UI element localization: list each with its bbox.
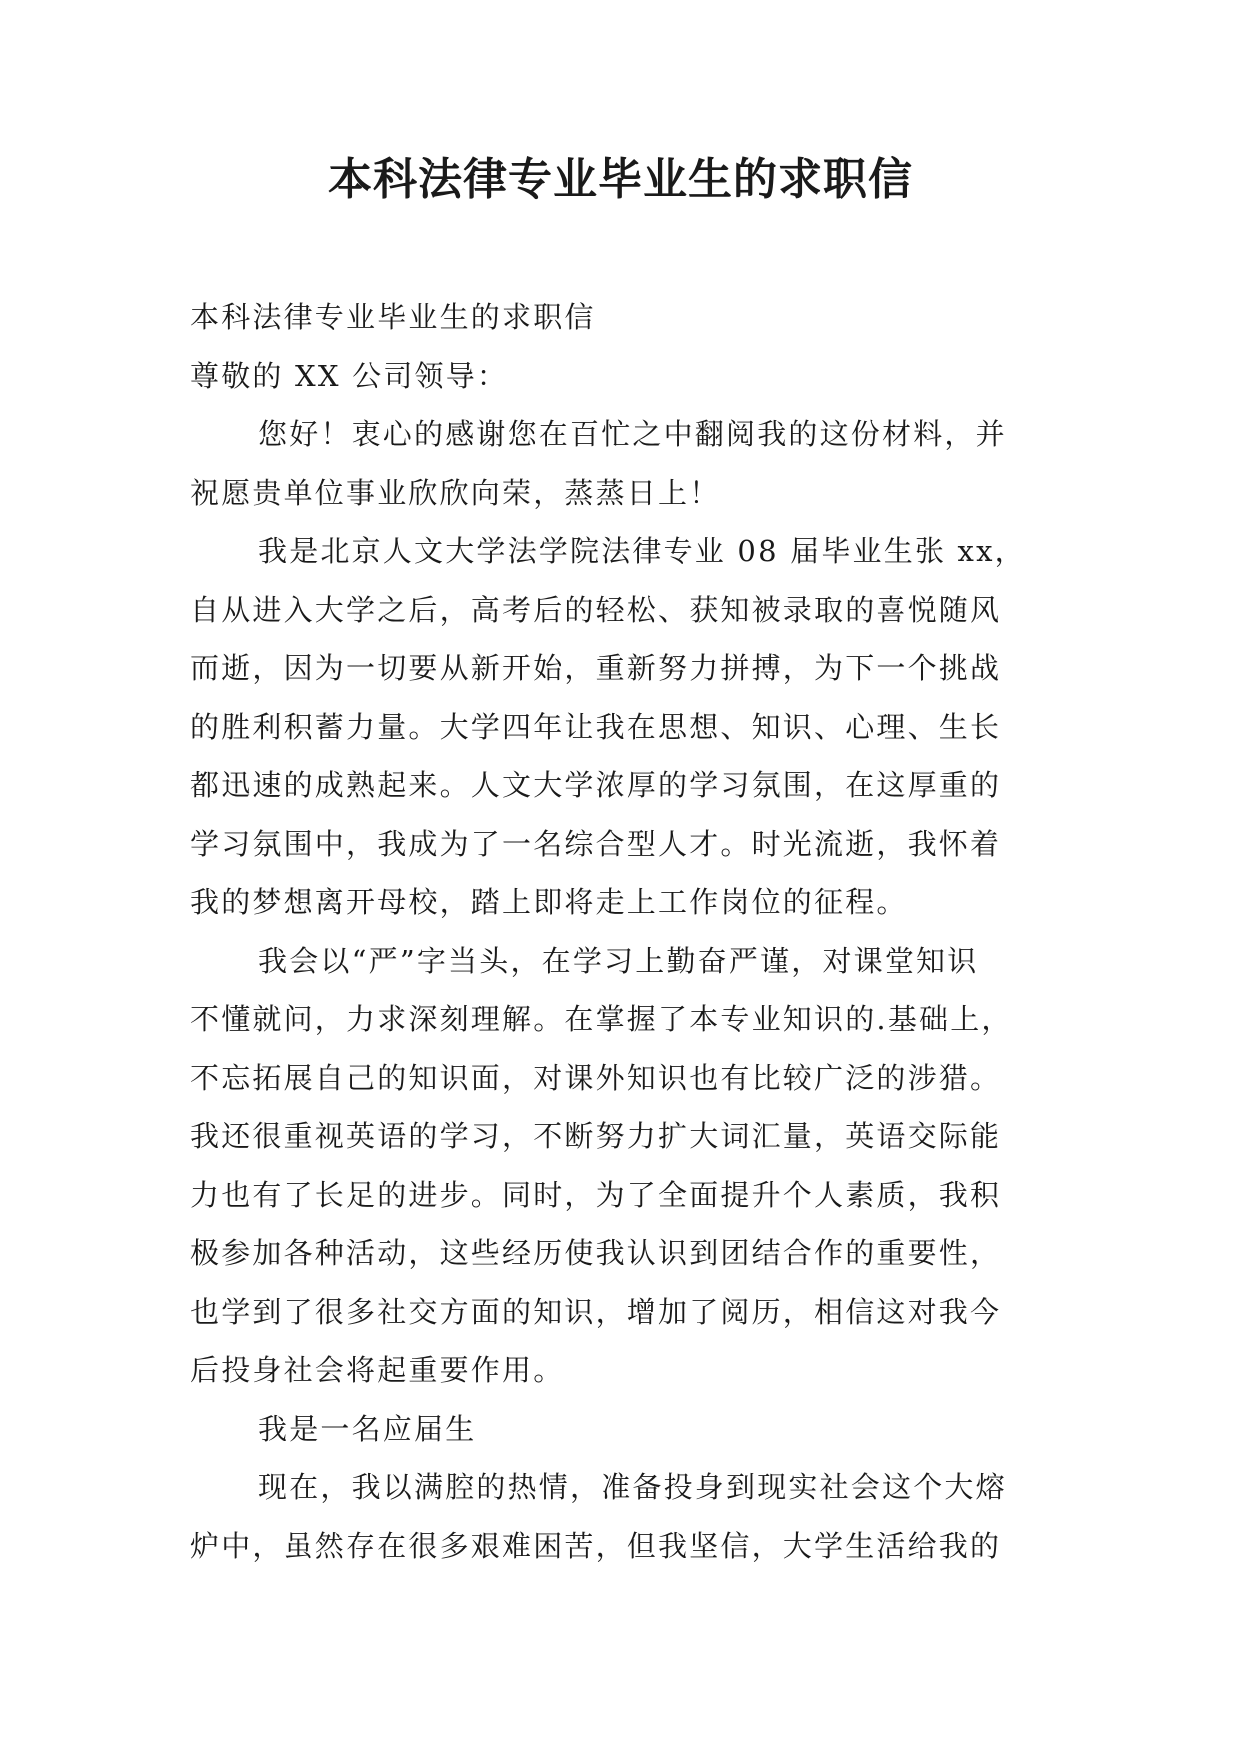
letter-line: 本科法律专业毕业生的求职信: [190, 300, 596, 334]
letter-line: 而逝，因为一切要从新开始，重新努力拼搏，为下一个挑战: [190, 651, 1002, 685]
letter-line: 我是北京人文大学法学院法律专业 08 届毕业生张 xx，: [258, 534, 1026, 568]
letter-line: 后投身社会将起重要作用。: [190, 1353, 565, 1387]
letter-line: 我还很重视英语的学习，不断努力扩大词汇量，英语交际能: [190, 1119, 1002, 1153]
letter-line: 炉中，虽然存在很多艰难困苦，但我坚信，大学生活给我的: [190, 1528, 1002, 1563]
letter-line: 自从进入大学之后，高考后的轻松、获知被录取的喜悦随风: [190, 592, 1002, 627]
letter-line: 我会以“严”字当头，在学习上勤奋严谨，对课堂知识: [258, 943, 979, 978]
letter-line: 我的梦想离开母校，踏上即将走上工作岗位的征程。: [190, 885, 908, 919]
letter-line: 尊敬的 XX 公司领导：: [190, 358, 509, 393]
letter-line: 不忘拓展自己的知识面，对课外知识也有比较广泛的涉猎。: [190, 1060, 1002, 1095]
letter-line: 都迅速的成熟起来。人文大学浓厚的学习氛围，在这厚重的: [190, 768, 1002, 802]
letter-body: [190, 288, 1058, 1575]
letter-line: 现在，我以满腔的热情，准备投身到现实社会这个大熔: [258, 1470, 1007, 1504]
letter-line: 力也有了长足的进步。同时，为了全面提升个人素质，我积: [190, 1177, 1002, 1212]
letter-line: 您好！衷心的感谢您在百忙之中翻阅我的这份材料，并: [258, 417, 1007, 451]
letter-line: 不懂就问，力求深刻理解。在掌握了本专业知识的.基础上，: [190, 1002, 1013, 1036]
letter-line: 学习氛围中，我成为了一名综合型人才。时光流逝，我怀着: [190, 826, 1002, 861]
letter-line: 的胜利积蓄力量。大学四年让我在思想、知识、心理、生长: [190, 709, 1002, 744]
letter-line: 祝愿贵单位事业欣欣向荣，蒸蒸日上！: [190, 475, 721, 510]
letter-line: 我是一名应届生: [258, 1411, 477, 1446]
document-title: 本科法律专业毕业生的求职信: [328, 154, 913, 205]
letter-line: 极参加各种活动，这些经历使我认识到团结合作的重要性，: [190, 1236, 1002, 1270]
letter-line: 也学到了很多社交方面的知识，增加了阅历，相信这对我今: [190, 1294, 1002, 1329]
